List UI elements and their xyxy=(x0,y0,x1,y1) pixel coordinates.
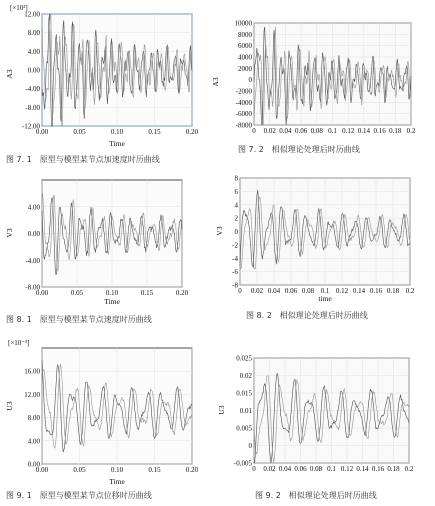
y-tick-label: -8000 xyxy=(235,121,252,130)
x-tick-label: 0.02 xyxy=(263,127,276,135)
y-tick-labels xyxy=(232,175,238,290)
x-tick-label: 0.02 xyxy=(250,287,264,295)
y-tick-label: 6 xyxy=(234,187,238,196)
x-tick-label: 0 xyxy=(252,127,256,135)
y-tick-labels xyxy=(25,203,40,291)
y-tick-labels xyxy=(22,11,41,131)
y-tick-label: -12.00 xyxy=(21,122,40,131)
x-tick-label: 0.04 xyxy=(278,465,292,473)
x-tick-label: 0.15 xyxy=(148,466,161,474)
y-tick-label: 4000 xyxy=(238,53,252,62)
x-tick-label: 0.15 xyxy=(148,128,161,136)
x-tick-label: 0.16 xyxy=(369,287,383,295)
y-tick-label: 6000 xyxy=(238,42,252,51)
y-axis-label: A3 xyxy=(5,69,14,79)
x-tick-label: 0.05 xyxy=(73,128,86,136)
x-tick-label: 0.18 xyxy=(389,127,402,135)
x-tick-label: 0.20 xyxy=(185,128,199,136)
chart-acceleration-similarity xyxy=(211,20,416,155)
x-tick-label: 0.20 xyxy=(185,466,199,474)
y-multiplier-label: [×10³] xyxy=(10,4,28,12)
y-tick-labels xyxy=(235,20,253,130)
x-tick-label: 0.12 xyxy=(342,127,355,135)
figure-caption: 图 8. 1 原型与模型某节点速度时历曲线 xyxy=(6,315,152,324)
x-tick-label: 0.06 xyxy=(284,287,298,295)
y-tick-label: -0.005 xyxy=(233,459,252,468)
y-tick-label: -4.00 xyxy=(25,85,40,94)
chart-displacement-original xyxy=(5,339,199,500)
figure-caption: 图 7. 1 原型与模型某节点加速度时历曲线 xyxy=(6,155,160,164)
y-tick-label: 0.015 xyxy=(236,389,252,398)
y-tick-label: -4.00 xyxy=(25,256,40,265)
y-tick-label: -8.00 xyxy=(25,103,40,112)
y-tick-label: 0 xyxy=(248,442,252,450)
y-axis-label: V3 xyxy=(215,226,224,236)
x-tick-labels xyxy=(36,289,189,297)
x-tick-label: 0.12 xyxy=(340,465,354,473)
x-tick-label: 0.1 xyxy=(327,465,336,473)
x-tick-label: 0.2 xyxy=(405,287,415,295)
x-tick-labels xyxy=(36,466,199,474)
y-tick-label: 0 xyxy=(248,76,252,85)
x-tick-label: 0.18 xyxy=(387,465,400,473)
x-tick-label: 0.20 xyxy=(175,289,189,297)
y-tick-label: 4.00 xyxy=(27,437,40,446)
y-tick-label: 2 xyxy=(234,214,238,223)
y-tick-label: -2000 xyxy=(235,87,252,96)
y-tick-label: 12.00 xyxy=(24,10,40,19)
y-tick-label: 2000 xyxy=(238,64,252,73)
y-tick-label: 8.00 xyxy=(27,414,40,423)
x-axis-label: Time xyxy=(109,139,125,148)
y-tick-label: 10000 xyxy=(234,19,252,28)
x-axis-label: Time xyxy=(104,297,120,306)
x-tick-label: 0 xyxy=(238,287,242,295)
y-tick-label: 0.025 xyxy=(236,354,252,363)
x-tick-label: 0.04 xyxy=(267,287,281,295)
chart-displacement-similarity xyxy=(217,355,414,501)
x-tick-label: 0.05 xyxy=(70,289,84,297)
x-tick-label: 0.04 xyxy=(279,127,292,135)
y-axis-label: A3 xyxy=(211,77,220,87)
x-tick-label: 0.16 xyxy=(371,465,385,473)
y-tick-label: 4.00 xyxy=(27,47,40,56)
x-tick-label: 0.00 xyxy=(35,128,49,136)
x-tick-label: 0.18 xyxy=(386,287,400,295)
x-tick-labels xyxy=(36,128,199,136)
y-tick-label: 4.00 xyxy=(27,203,40,212)
x-tick-label: 0.1 xyxy=(328,127,337,135)
y-tick-label: 8 xyxy=(234,174,238,183)
y-tick-label: 8000 xyxy=(238,30,252,39)
x-tick-label: 0.06 xyxy=(294,465,307,473)
x-tick-label: 0.14 xyxy=(356,465,369,473)
y-tick-label: -6000 xyxy=(235,110,252,119)
x-axis-label: time xyxy=(318,294,332,303)
x-tick-label: 0.1 xyxy=(320,287,330,295)
y-tick-label: 0.00 xyxy=(27,66,40,75)
figure-caption: 图 7. 2 相似理论处理后时历曲线 xyxy=(238,145,360,154)
y-tick-label: 0.02 xyxy=(239,372,252,380)
y-tick-label: -4000 xyxy=(235,98,252,107)
x-tick-label: 0.2 xyxy=(406,127,416,135)
x-tick-labels xyxy=(252,127,416,135)
y-tick-labels xyxy=(234,355,253,468)
figure-caption: 图 9. 1 原型与模型某节点位移时历曲线 xyxy=(6,491,152,500)
x-tick-label: 0.15 xyxy=(140,289,154,297)
y-tick-label: -8 xyxy=(232,281,238,290)
x-tick-label: 0.2 xyxy=(404,465,414,473)
y-tick-label: -6 xyxy=(232,268,238,277)
figure-caption: 图 9. 2 相似理论处理后时历曲线 xyxy=(255,491,377,500)
figure-caption: 图 8. 2 相似理论处理后时历曲线 xyxy=(246,311,368,320)
x-axis-label: Time xyxy=(109,477,125,486)
x-tick-label: 0.10 xyxy=(110,466,124,474)
x-tick-label: 0.12 xyxy=(335,287,349,295)
x-tick-label: 0.10 xyxy=(105,289,119,297)
x-tick-label: 0 xyxy=(252,465,256,473)
x-tick-label: 0.00 xyxy=(35,289,49,297)
x-tick-label: 0.08 xyxy=(310,127,323,135)
x-tick-label: 0.02 xyxy=(263,465,276,473)
y-tick-label: 16.00 xyxy=(24,367,40,376)
chart-velocity-original xyxy=(5,180,189,324)
y-tick-labels xyxy=(24,368,40,469)
y-axis-label: U3 xyxy=(5,401,14,411)
y-tick-label: -2 xyxy=(232,241,238,250)
y-axis-label: U3 xyxy=(217,405,226,415)
y-tick-label: 8.00 xyxy=(27,29,40,38)
x-tick-label: 0.08 xyxy=(301,287,315,295)
y-tick-label: 0.00 xyxy=(27,460,40,469)
y-tick-label: -4 xyxy=(232,254,238,263)
y-tick-label: 0.00 xyxy=(27,230,40,238)
x-tick-label: 0.06 xyxy=(294,127,308,135)
y-tick-label: 4 xyxy=(234,201,238,210)
y-multiplier-label: [×10⁻³] xyxy=(8,339,30,347)
x-tick-label: 0.14 xyxy=(357,127,371,135)
y-tick-label: 12.00 xyxy=(24,390,40,399)
y-axis-label: V3 xyxy=(5,228,14,238)
x-tick-label: 0.05 xyxy=(73,466,86,474)
y-tick-label: 0.005 xyxy=(236,424,252,433)
x-tick-label: 0.08 xyxy=(309,465,323,473)
chart-velocity-similarity xyxy=(215,175,415,321)
x-tick-label: 0.00 xyxy=(35,466,49,474)
x-tick-labels xyxy=(252,465,414,473)
x-tick-label: 0.16 xyxy=(373,127,386,135)
y-tick-label: -8.00 xyxy=(25,283,40,292)
chart-acceleration-original xyxy=(5,4,199,164)
y-tick-label: 0.01 xyxy=(239,407,252,415)
x-tick-label: 0.14 xyxy=(352,287,366,295)
x-tick-label: 0.10 xyxy=(110,128,124,136)
y-tick-label: 0 xyxy=(234,228,238,236)
